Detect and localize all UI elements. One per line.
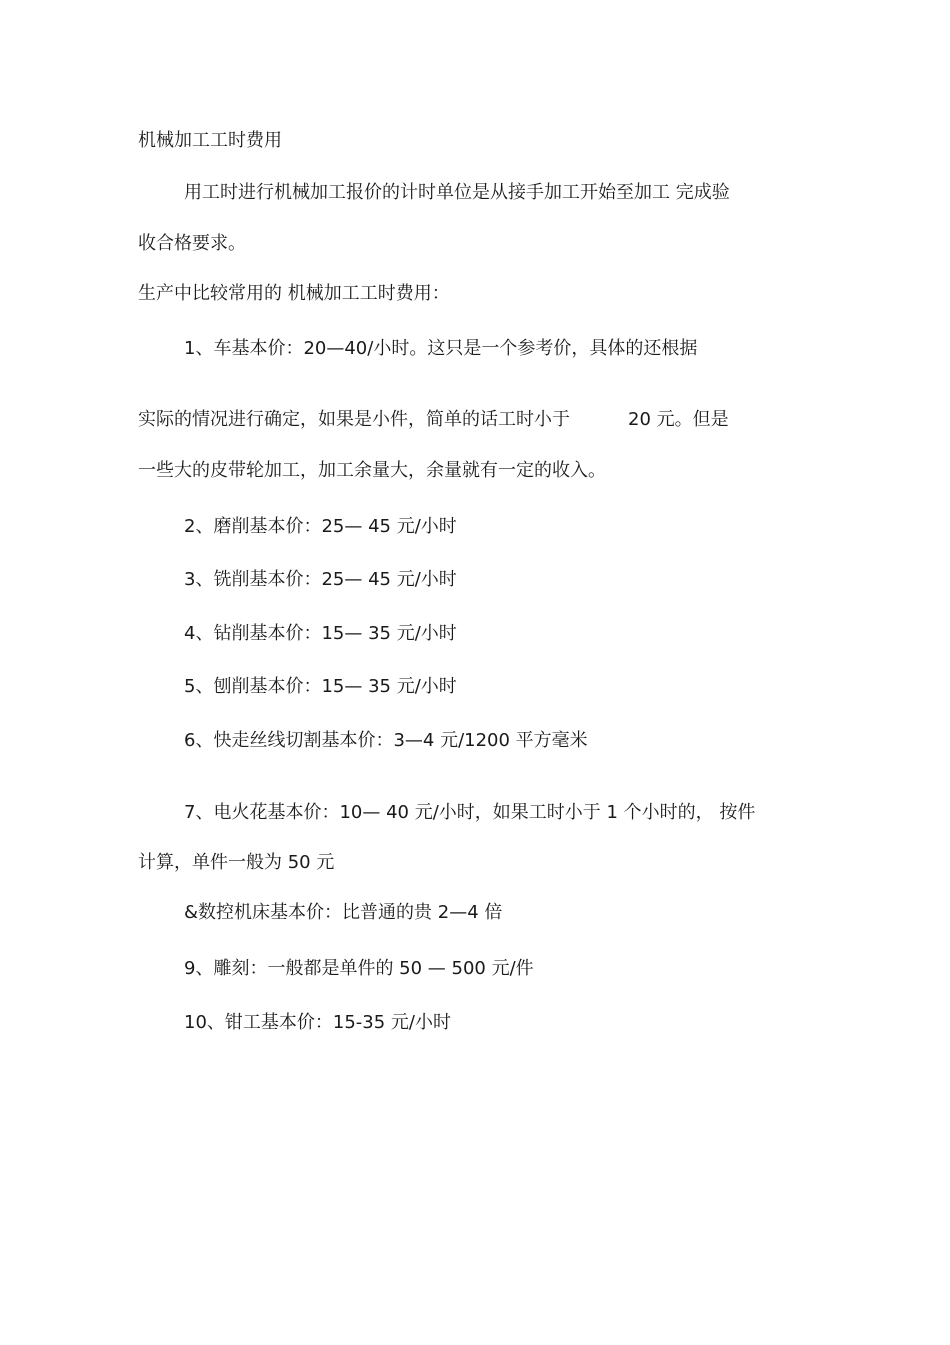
item-7-line-1: 7、电火花基本价：10— 40 元/小时，如果工时小于 1 个小时的， 按件: [184, 802, 756, 823]
item-7-line-2: 计算，单件一般为 50 元: [138, 852, 335, 873]
intro-line-1: 用工时进行机械加工报价的计时单位是从接手加工开始至加工 完成验: [184, 182, 730, 203]
item-4: 4、钻削基本价：15— 35 元/小时: [184, 623, 457, 644]
item-1-line-2: [138, 408, 729, 432]
item-5: 5、刨削基本价：15— 35 元/小时: [184, 676, 457, 697]
intro-line-2: 收合格要求。: [138, 233, 246, 254]
item-6: 6、快走丝线切割基本价：3—4 元/1200 平方毫米: [184, 730, 588, 751]
doc-title: 机械加工工时费用: [138, 130, 282, 151]
item-8: &数控机床基本价：比普通的贵 2—4 倍: [184, 902, 503, 923]
item-2: 2、磨削基本价：25— 45 元/小时: [184, 516, 457, 537]
item-1-line-2-price: 20 元。但是: [628, 409, 729, 430]
item-1-line-1: 1、车基本价：20—40/小时。这只是一个参考价，具体的还根据: [184, 338, 698, 359]
item-10: 10、钳工基本价：15-35 元/小时: [184, 1012, 451, 1033]
item-1-line-2-text: 实际的情况进行确定，如果是小件，简单的话工时小于: [138, 409, 570, 430]
common-costs-heading: 生产中比较常用的 机械加工工时费用：: [138, 283, 450, 304]
item-9: 9、雕刻：一般都是单件的 50 — 500 元/件: [184, 958, 534, 979]
item-3: 3、铣削基本价：25— 45 元/小时: [184, 569, 457, 590]
item-1-line-3: 一些大的皮带轮加工，加工余量大，余量就有一定的收入。: [138, 460, 606, 481]
